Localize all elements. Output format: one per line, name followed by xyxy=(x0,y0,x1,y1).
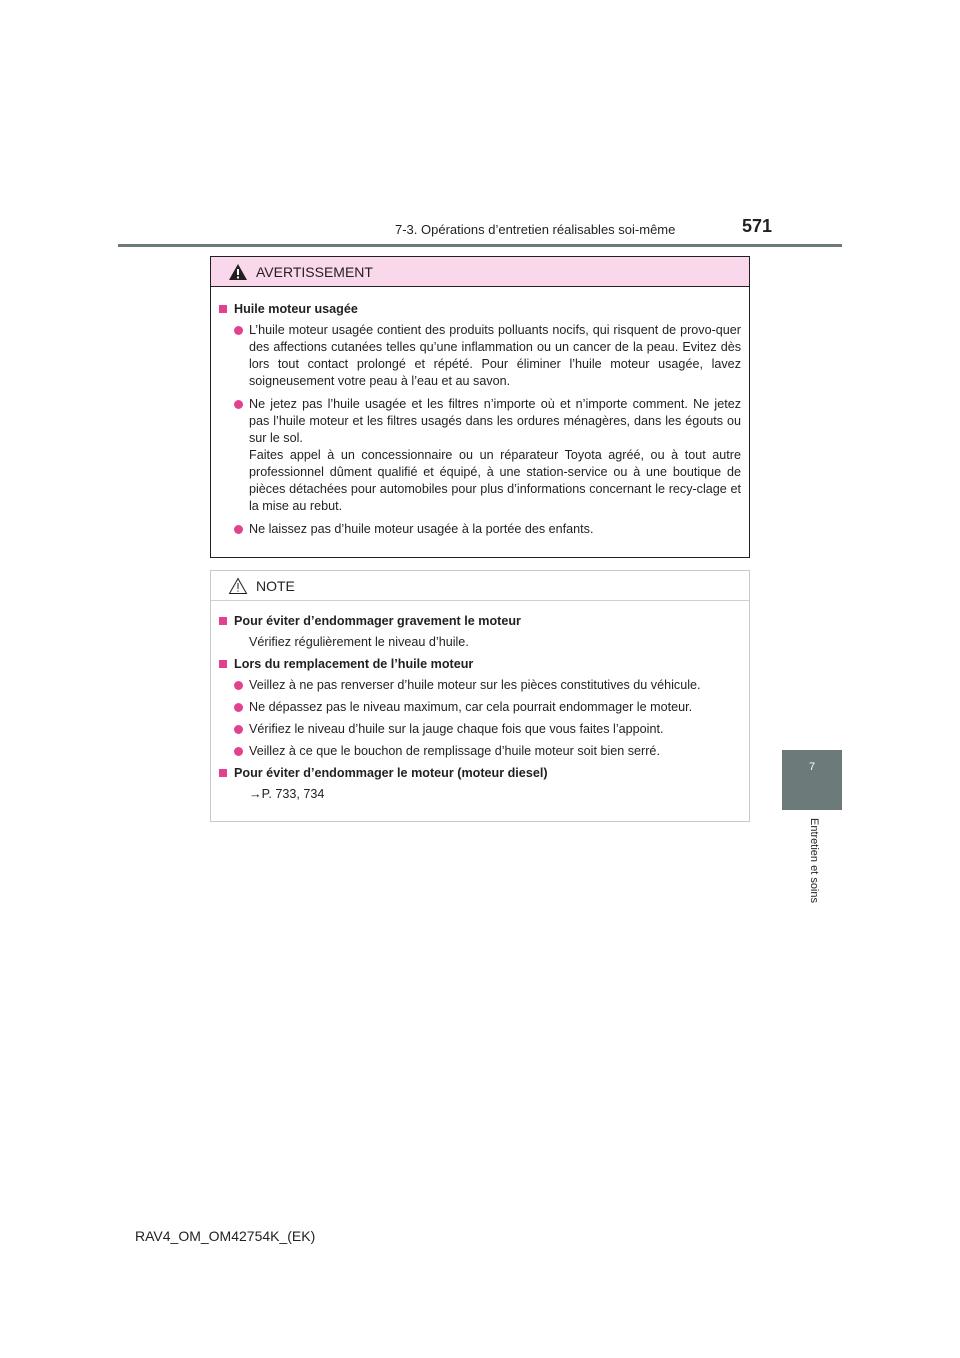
note-section-3-title xyxy=(219,765,741,782)
note-bullet-4 xyxy=(219,743,741,760)
warning-triangle-icon xyxy=(228,263,248,281)
note-section-2-title-text: Lors du remplacement de l’huile moteur xyxy=(234,657,474,671)
note-bullet-1 xyxy=(219,677,741,694)
note-title: NOTE xyxy=(256,577,295,594)
note-bullet-3 xyxy=(219,721,741,738)
warning-section-title xyxy=(219,301,741,318)
note-section-1-title xyxy=(219,613,741,630)
footer-model-code: RAV4_OM_OM42754K_(EK) xyxy=(135,1228,316,1244)
warning-section-title-text: Huile moteur usagée xyxy=(234,302,358,316)
note-bullet-4-text: Veillez à ce que le bouchon de remplissage d’huile moteur soit bien serré. xyxy=(249,744,660,758)
circle-bullet-icon xyxy=(234,703,243,712)
chapter-side-label: Entretien et soins xyxy=(808,818,820,903)
warning-bullet-2 xyxy=(219,396,741,515)
note-bullet-2 xyxy=(219,699,741,716)
square-bullet-icon xyxy=(219,660,227,668)
warning-box xyxy=(210,256,750,558)
caution-triangle-icon xyxy=(228,577,248,595)
note-section-3-title-text: Pour éviter d’endommager le moteur (moteur diesel) xyxy=(234,766,548,780)
note-box xyxy=(210,570,750,822)
circle-bullet-icon xyxy=(234,525,243,534)
circle-bullet-icon xyxy=(234,725,243,734)
page-number: 571 xyxy=(742,216,773,236)
note-bullet-1-text: Veillez à ne pas renverser d’huile moteur sur les pièces constitutives du véhicule. xyxy=(249,678,701,692)
warning-bullet-2b: Faites appel à un concessionnaire ou un réparateur Toyota agréé, ou à tout autre professionnel dûment qualifié et équipé, à une station-service ou à une boutique de pièces détachées pour automobiles pour plus d’informations concernant le recy-clage et la mise au rebut. xyxy=(249,448,741,513)
note-bullet-3-text: Vérifiez le niveau d’huile sur la jauge chaque fois que vous faites l’appoint. xyxy=(249,722,664,736)
warning-bullet-3 xyxy=(219,521,741,538)
circle-bullet-icon xyxy=(234,326,243,335)
chapter-tab[interactable]: 7 xyxy=(782,750,842,810)
square-bullet-icon xyxy=(219,769,227,777)
circle-bullet-icon xyxy=(234,400,243,409)
warning-title: AVERTISSEMENT xyxy=(256,263,373,280)
warning-bullet-1 xyxy=(219,322,741,390)
note-section-1-title-text: Pour éviter d’endommager gravement le moteur xyxy=(234,614,521,628)
warning-header xyxy=(211,257,749,287)
warning-bullet-2a: Ne jetez pas l’huile usagée et les filtres n’importe où et n’importe comment. Ne jetez pas l’huile moteur et les filtres usagés dans les ordures ménagères, dans les égouts ou sur le sol. xyxy=(249,397,741,445)
note-page-reference[interactable]: →P. 733, 734 xyxy=(249,787,325,801)
note-section-2-title xyxy=(219,656,741,673)
warning-bullet-2-text xyxy=(249,396,741,515)
note-section-1-text: Vérifiez régulièrement le niveau d’huile. xyxy=(249,635,469,649)
square-bullet-icon xyxy=(219,617,227,625)
note-body xyxy=(211,601,749,803)
warning-bullet-1-text: L’huile moteur usagée contient des produits polluants nocifs, qui risquent de provo-quer des affections cutanées telles qu’une inflammation ou un cancer de la peau. Evitez dès lors tout contact prolongé et répété. Pour éliminer l’huile moteur usagée, lavez soigneusement votre peau à l’eau et au savon. xyxy=(249,323,741,388)
circle-bullet-icon xyxy=(234,747,243,756)
warning-body xyxy=(211,287,749,538)
note-header xyxy=(211,571,749,601)
note-bullet-2-text: Ne dépassez pas le niveau maximum, car cela pourrait endommager le moteur. xyxy=(249,700,693,714)
square-bullet-icon xyxy=(219,305,227,313)
header-section-title: 7-3. Opérations d’entretien réalisables soi-même xyxy=(395,222,676,237)
header-rule xyxy=(118,244,842,247)
circle-bullet-icon xyxy=(234,681,243,690)
warning-bullet-3-text: Ne laissez pas d’huile moteur usagée à la portée des enfants. xyxy=(249,522,594,536)
